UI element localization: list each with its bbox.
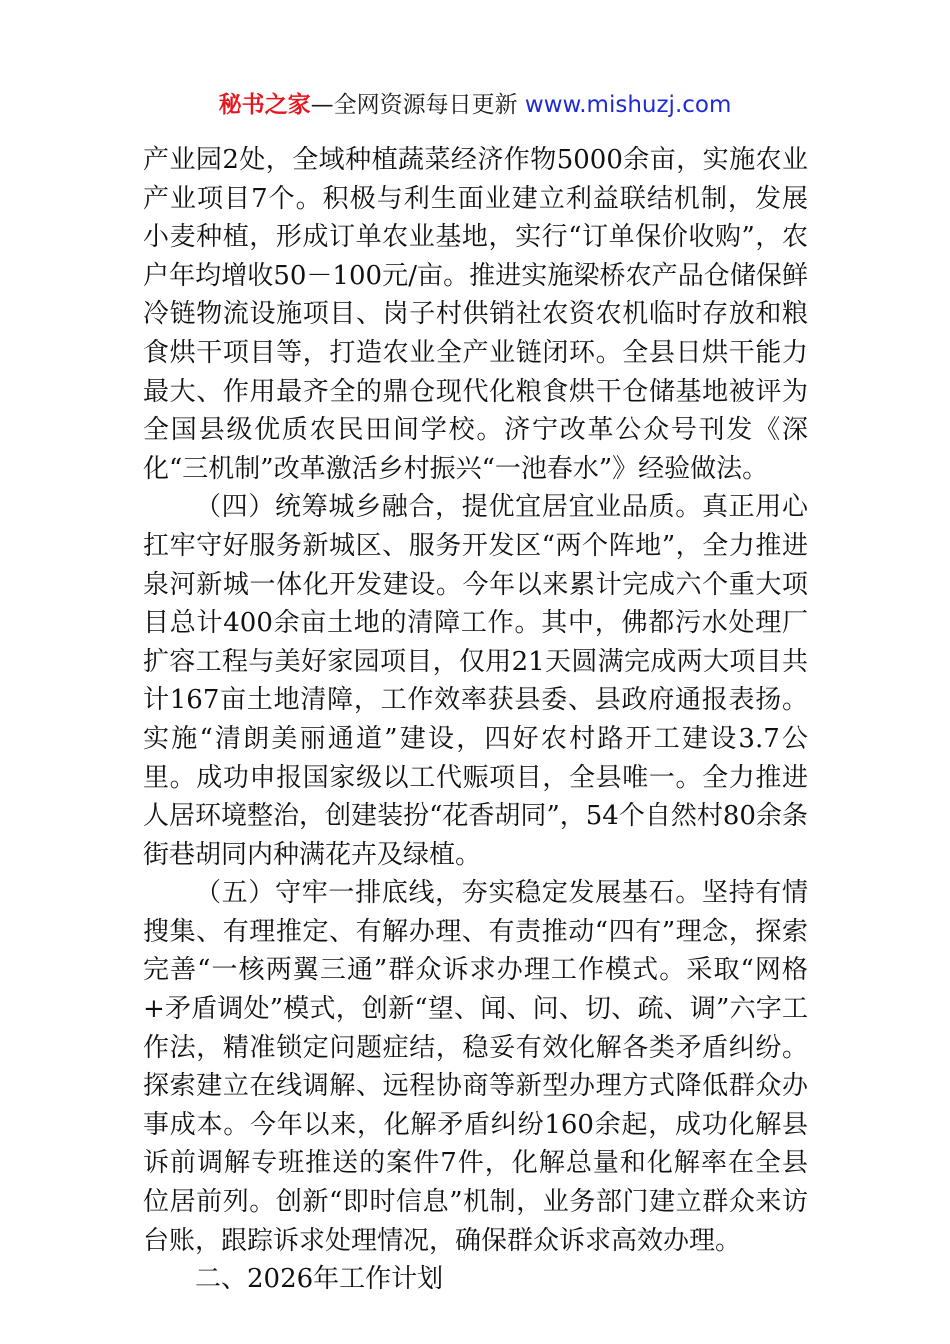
- section-heading-2026-plan: 二、2026年工作计划: [195, 1264, 444, 1295]
- header-url-link[interactable]: www.mishuzj.com: [524, 92, 732, 118]
- page-header: [0, 88, 950, 122]
- header-tagline: 全网资源每日更新: [333, 92, 518, 118]
- paragraph-stability-baseline: （五）守牢一排底线，夯实稳定发展基石。坚持有情搜集、有理推定、有解办理、有责推动“四有”理念，探索完善“一核两翼三通”群众诉求办理工作模式。采取“网格+矛盾调处”模式，创新“望、闻、问、切、疏、调”六字工作法，精准锁定问题症结，稳妥有效化解各类矛盾纠纷。探索建立在线调解、远程协商等新型办理方式降低群众办事成本。今年以来，化解矛盾纠纷160余起，成功化解县诉前调解专班推送的案件7件，化解总量和化解率在全县位居前列。创新“即时信息”机制，业务部门建立群众来访台账，跟踪诉求处理情况，确保群众诉求高效办理。: [143, 878, 808, 1256]
- document-body: [143, 141, 808, 1299]
- paragraph-agriculture: 产业园2处，全域种植蔬菜经济作物5000余亩，实施农业产业项目7个。积极与利生面业建立利益联结机制，发展小麦种植，形成订单农业基地，实行“订单保价收购”，农户年均增收50－100元/亩。推进实施梁桥农产品仓储保鲜冷链物流设施项目、岗子村供销社农资农机临时存放和粮食烘干项目等，打造农业全产业链闭环。全县日烘干能力最大、作用最齐全的鼎仓现代化粮食烘干仓储基地被评为全国县级优质农民田间学校。济宁改革公众号刊发《深化“三机制”改革激活乡村振兴“一池春水”》经验做法。: [143, 145, 808, 484]
- brand-name: 秘书之家: [218, 92, 311, 118]
- header-dash: —: [310, 92, 334, 118]
- paragraph-urban-rural-integration: （四）统筹城乡融合，提优宜居宜业品质。真正用心扛牢守好服务新城区、服务开发区“两个阵地”，全力推进泉河新城一体化开发建设。今年以来累计完成六个重大项目总计400余亩土地的清障工作。其中，佛都污水处理厂扩容工程与美好家园项目，仅用21天圆满完成两大项目共计167亩土地清障，工作效率获县委、县政府通报表扬。实施“清朗美丽通道”建设，四好农村路开工建设3.7公里。成功申报国家级以工代赈项目，全县唯一。全力推进人居环境整治，创建装扮“花香胡同”，54个自然村80余条街巷胡同内种满花卉及绿植。: [143, 492, 808, 870]
